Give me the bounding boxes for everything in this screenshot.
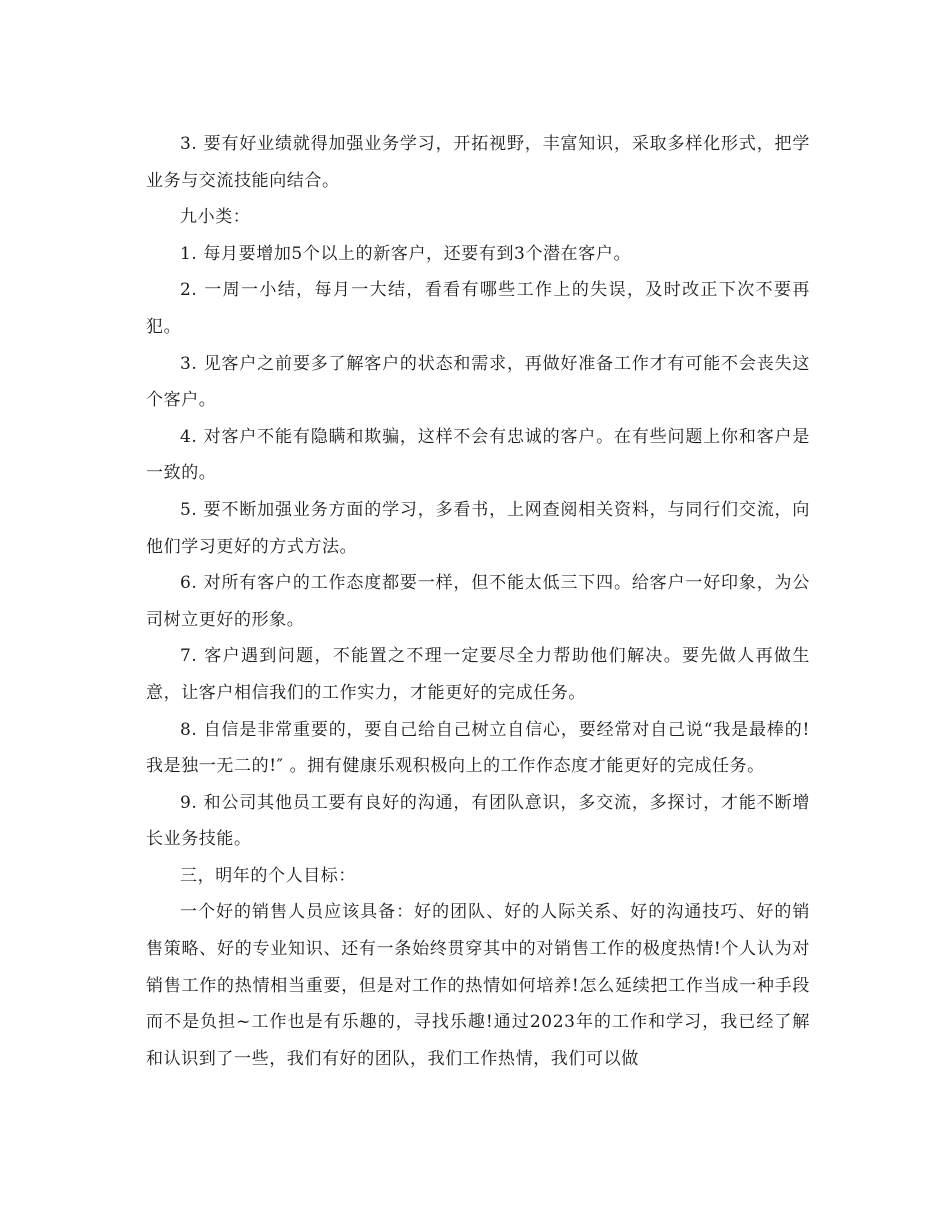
- paragraph-item-3-client-needs: 3. 见客户之前要多了解客户的状态和需求，再做好准备工作才有可能不会丧失这个客户。: [146, 353, 810, 411]
- paragraph-item-6-attitude: 6. 对所有客户的工作态度都要一样，但不能太低三下四。给客户一好印象，为公司树立更好的形象。: [146, 573, 810, 630]
- document-body: [146, 126, 810, 1077]
- section-heading-next-year-goals: 三，明年的个人目标：: [180, 865, 356, 886]
- paragraph-item-2-weekly-summary: 2. 一周一小结，每月一大结，看看有哪些工作上的失误，及时改正下次不要再犯。: [146, 280, 810, 337]
- paragraph-item-5-learning: 5. 要不断加强业务方面的学习，多看书，上网查阅相关资料，与同行们交流，向他们学习更好的方式方法。: [146, 499, 810, 557]
- paragraph-item-1-new-clients: 1. 每月要增加5个以上的新客户，还要有到3个潜在客户。: [180, 243, 632, 264]
- section-heading-nine-categories: 九小类：: [180, 207, 251, 228]
- paragraph-item-4-honesty: 4. 对客户不能有隐瞒和欺骗，这样不会有忠诚的客户。在有些问题上你和客户是一致的。: [146, 426, 810, 484]
- paragraph-item-8-confidence: 8. 自信是非常重要的，要自己给自己树立自信心，要经常对自己说“我是最棒的!我是独一无二的!″ 。拥有健康乐观积极向上的工作作态度才能更好的完成任务。: [146, 719, 810, 777]
- paragraph-item-3-business-study: 3. 要有好业绩就得加强业务学习，开拓视野，丰富知识，采取多样化形式，把学业务与交流技能向结合。: [146, 134, 810, 191]
- paragraph-sales-qualities: 一个好的销售人员应该具备：好的团队、好的人际关系、好的沟通技巧、好的销售策略、好的专业知识、还有一条始终贯穿其中的对销售工作的极度热情!个人认为对销售工作的热情相当重要，但是对工作的热情如何培养!怎么延续把工作当成一种手段而不是负担~工作也是有乐趣的，寻找乐趣!通过2023年的工作和学习，我已经了解和认识到了一些，我们有好的团队，我们工作热情，我们可以做: [146, 902, 810, 1069]
- paragraph-item-7-problem-solving: 7. 客户遇到问题，不能置之不理一定要尽全力帮助他们解决。要先做人再做生意，让客户相信我们的工作实力，才能更好的完成任务。: [146, 646, 810, 703]
- paragraph-item-9-communication: 9. 和公司其他员工要有良好的沟通，有团队意识，多交流，多探讨，才能不断增长业务技能。: [146, 792, 810, 850]
